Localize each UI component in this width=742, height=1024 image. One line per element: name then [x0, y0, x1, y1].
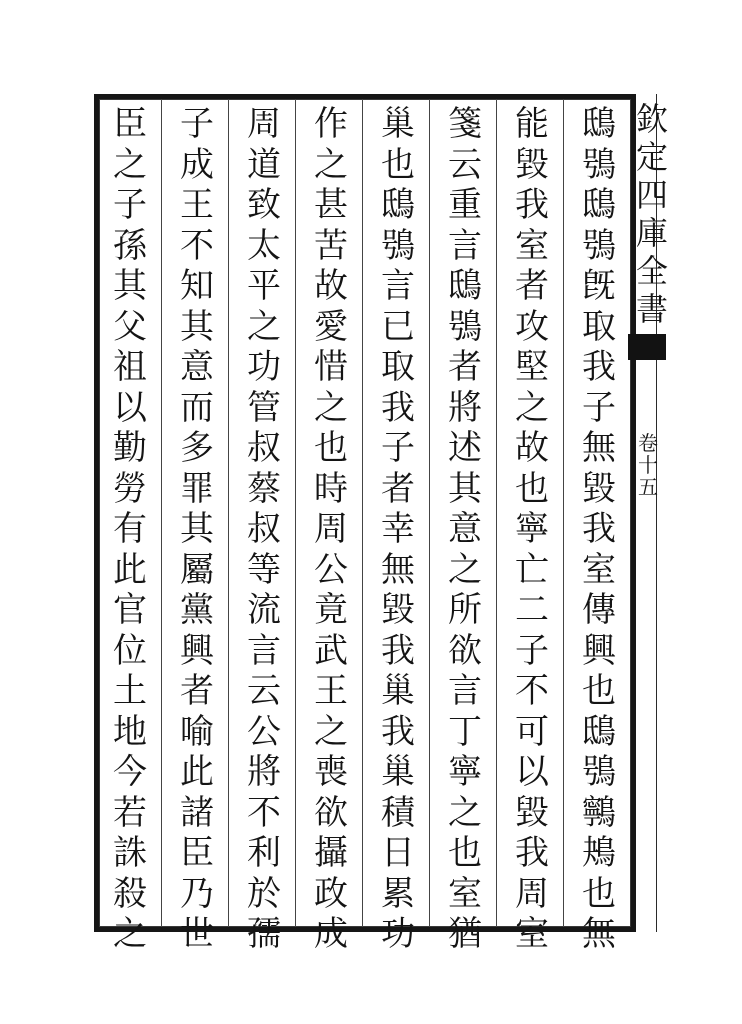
column-divider: [161, 99, 162, 927]
column-divider: [228, 99, 229, 927]
juan-number: 卷十五: [638, 431, 658, 499]
text-column-7: 子成王不知其意而多罪其屬黨興者喻此諸臣乃世: [180, 104, 214, 954]
column-divider: [563, 99, 564, 927]
column-divider: [496, 99, 497, 927]
column-divider: [429, 99, 430, 927]
fish-tail-mark: [628, 334, 666, 360]
text-column-8: 臣之子孫其父祖以勤勞有此官位土地今若誅殺之: [113, 104, 147, 954]
book-title: 欽定四庫全書: [635, 100, 668, 328]
column-divider: [295, 99, 296, 927]
text-column-1: 鴟鴞鴟鴞旣取我子無毀我室傳興也鴟鴞鸋鴂也無: [582, 104, 616, 954]
text-column-6: 周道致太平之功管叔蔡叔等流言云公將不利於孺: [247, 104, 281, 954]
text-column-2: 能毀我室者攻堅之故也寧亡二子不可以毀我周室: [515, 104, 549, 954]
text-column-5: 作之甚苦故愛惜之也時周公竟武王之喪欲攝政成: [314, 104, 348, 954]
text-column-3: 箋云重言鴟鴞者將述其意之所欲言丁寧之也室猶: [448, 104, 482, 954]
text-column-4: 巢也鴟鴞言已取我子者幸無毀我巢我巢積日累功: [381, 104, 415, 954]
column-divider: [362, 99, 363, 927]
